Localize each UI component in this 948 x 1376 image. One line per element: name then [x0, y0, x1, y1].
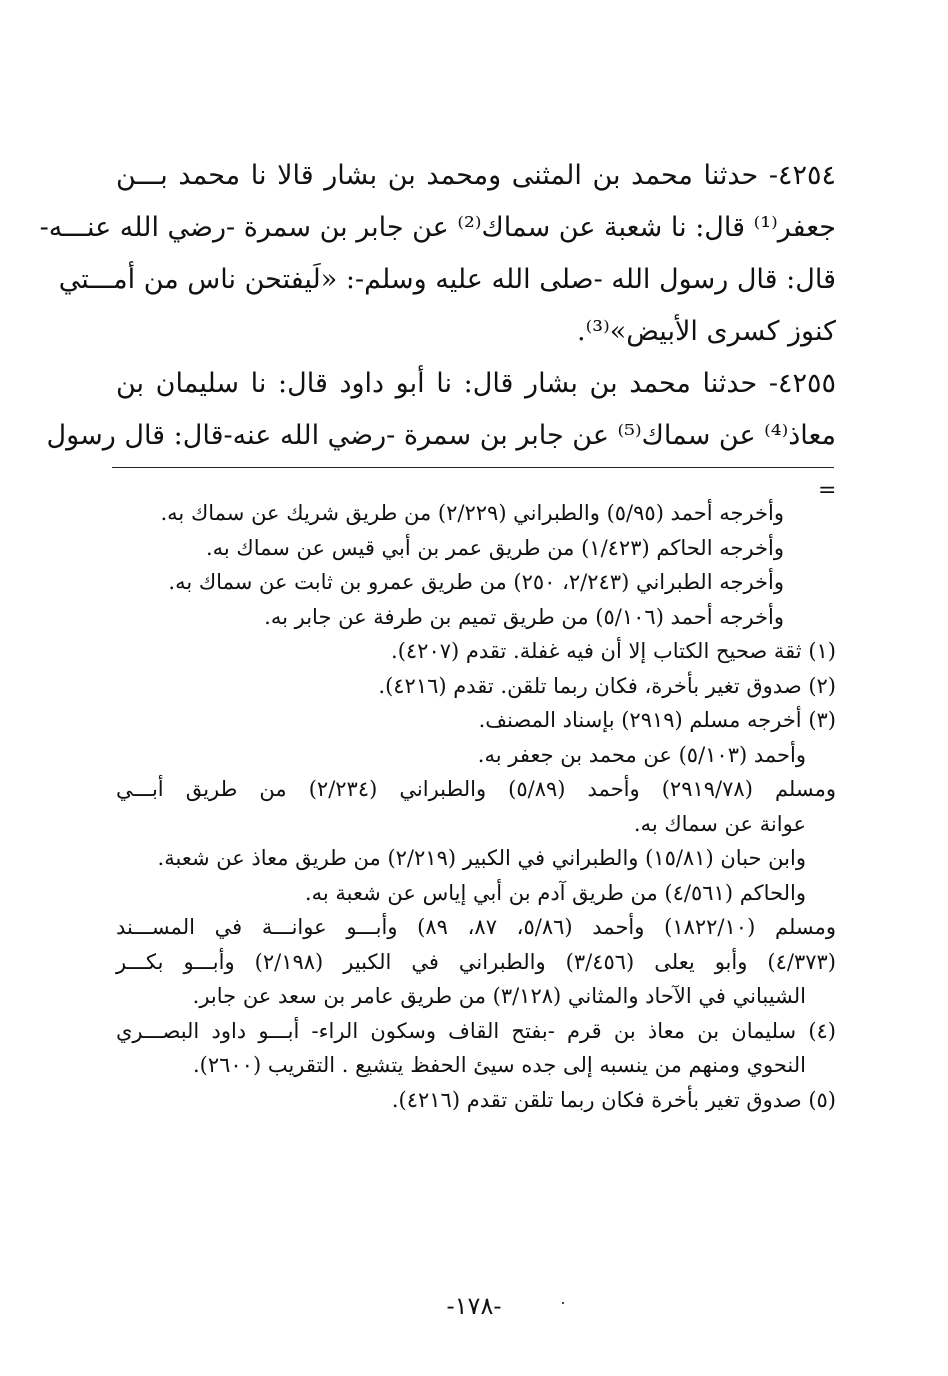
- footnote-5: (٥) صدوق تغير بأخرة فكان ربما تلقن تقدم (٤٢١٦).: [391, 1087, 836, 1112]
- hadith-4255-line-2: معاذ⁽⁴⁾ عن سماك⁽⁵⁾ عن جابر بن سمرة -رضي الله عنه-قال: قال رسول: [46, 420, 836, 451]
- footnote-line: وأخرجه أحمد (٥/٩٥) والطبراني (٢/٢٢٩) من طريق شريك عن سماك به.: [160, 501, 784, 525]
- scan-speck: [562, 1302, 564, 1304]
- footnote-3: (٣) أخرجه مسلم (٢٩١٩) بإسناد المصنف.: [478, 708, 836, 732]
- footnote-line: وأخرجه أحمد (٥/١٠٦) من طريق تميم بن طرفة عن جابر به.: [264, 604, 784, 629]
- footnote-line: (٤/٣٧٣) وأبو يعلى (٣/٤٥٦) والطبراني في الكبير (٢/١٩٨) وأبـــو بكـــر: [116, 949, 836, 974]
- footnote-continuation-mark: =: [818, 478, 837, 503]
- footnote-divider: [112, 467, 834, 468]
- hadith-4254-line-2: جعفر⁽¹⁾ قال: نا شعبة عن سماك⁽²⁾ عن جابر بن سمرة -رضي الله عنـــه-: [39, 212, 836, 243]
- footnote-line: وأخرجه الحاكم (١/٤٢٣) من طريق عمر بن أبي قيس عن سماك به.: [205, 535, 784, 560]
- page-number: -١٧٨-: [446, 1292, 502, 1320]
- footnote-4: (٤) سليمان بن معاذ بن قرم -بفتح القاف وسكون الراء- أبـــو داود البصـــري: [116, 1018, 836, 1043]
- footnote-line: وابن حبان (١٥/٨١) والطبراني في الكبير (٢/٢١٩) من طريق معاذ عن شعبة.: [157, 846, 806, 870]
- footnote-1: (١) ثقة صحيح الكتاب إلا أن فيه غفلة. تقدم (٤٢٠٧).: [391, 639, 836, 663]
- footnote-line: ومسلم (٢٩١٩/٧٨) وأحمد (٥/٨٩) والطبراني (٢/٢٣٤) من طريق أبـــي: [116, 777, 836, 801]
- footnote-line: وأحمد (٥/١٠٣) عن محمد بن جعفر به.: [477, 742, 806, 767]
- footnote-line: الشيباني في الآحاد والمثاني (٣/١٢٨) من طريق عامر بن سعد عن جابر.: [192, 984, 806, 1008]
- footnote-line: والحاكم (٤/٥٦١) من طريق آدم بن أبي إياس عن شعبة به.: [304, 880, 806, 905]
- footnote-line: ومسلم (١٨٢٢/١٠) وأحمد (٥/٨٦، ٨٧، ٨٩) وأبـــو عوانـــة في المســـند: [116, 915, 837, 939]
- hadith-4254-line-4: كنوز كسرى الأبيض»⁽³⁾.: [577, 316, 836, 347]
- main-text: [39, 150, 836, 462]
- footnote-line: النحوي ومنهم من ينسبه إلى جده سيئ الحفظ يتشيع . التقريب (٢٦٠٠).: [192, 1053, 806, 1077]
- footnote-2: (٢) صدوق تغير بأخرة، فكان ربما تلقن. تقدم (٤٢١٦).: [378, 673, 836, 698]
- footnote-line: وأخرجه الطبراني (٢/٢٤٣، ٢٥٠) من طريق عمرو بن ثابت عن سماك به.: [168, 570, 784, 594]
- footnote-line: عوانة عن سماك به.: [633, 811, 806, 836]
- footnotes: [116, 496, 836, 1117]
- hadith-4254-line-1: ٤٢٥٤- حدثنا محمد بن المثنى ومحمد بن بشار قالا نا محمد بـــن: [116, 160, 836, 191]
- hadith-4255-line-1: ٤٢٥٥- حدثنا محمد بن بشار قال: نا أبو داود قال: نا سليمان بن: [116, 368, 836, 399]
- hadith-4254-line-3: قال: قال رسول الله -صلى الله عليه وسلم-: «لَيفتحن ناس من أمـــتي: [58, 264, 836, 295]
